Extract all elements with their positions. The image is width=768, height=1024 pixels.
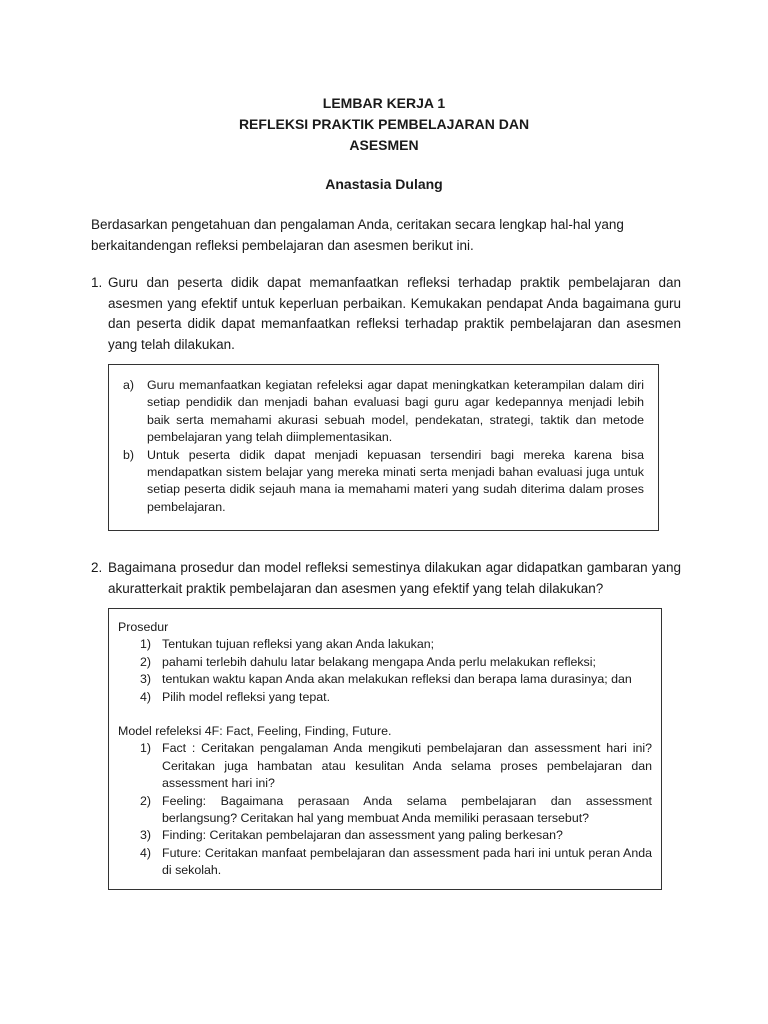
document-title bbox=[0, 93, 768, 156]
list-item-text: tentukan waktu kapan Anda akan melakukan refleksi dan berapa lama durasinya; dan bbox=[162, 672, 632, 687]
answer-box-2 bbox=[108, 608, 662, 890]
list-item bbox=[140, 845, 652, 880]
model-list bbox=[118, 740, 652, 879]
list-item-text: Tentukan tujuan refleksi yang akan Anda lakukan; bbox=[162, 637, 435, 652]
list-marker: a) bbox=[123, 378, 135, 392]
spacer bbox=[118, 706, 652, 723]
list-item bbox=[140, 793, 652, 828]
question-1-number: 1. bbox=[91, 275, 103, 290]
list-item-text: Future: Ceritakan manfaat pembelajaran dan assessment pada hari ini untuk peran Anda di sekolah. bbox=[162, 845, 652, 878]
list-item bbox=[140, 654, 652, 671]
model-label: Model refeleksi 4F: Fact, Feeling, Finding, Future. bbox=[118, 724, 392, 739]
question-1 bbox=[91, 273, 681, 355]
list-marker: 4) bbox=[140, 845, 152, 860]
list-item bbox=[123, 447, 644, 517]
intro-paragraph: Berdasarkan pengetahuan dan pengalaman Anda, ceritakan secara lengkap hal-hal yang berkaitandengan refleksi pembelajaran dan asesmen berikut ini. bbox=[91, 217, 624, 253]
list-marker: 3) bbox=[140, 828, 152, 843]
list-marker: 4) bbox=[140, 689, 152, 704]
procedure-label: Prosedur bbox=[118, 620, 169, 634]
title-line-2: REFLEKSI PRAKTIK PEMBELAJARAN DAN bbox=[238, 116, 530, 132]
list-item-text: Finding: Ceritakan pembelajaran dan assessment yang paling berkesan? bbox=[162, 828, 563, 843]
question-2-number: 2. bbox=[91, 560, 103, 575]
list-item bbox=[140, 671, 652, 688]
answer-box-1 bbox=[108, 364, 659, 531]
procedure-list bbox=[118, 636, 652, 706]
list-item-text: Fact : Ceritakan pengalaman Anda mengikuti pembelajaran dan assessment hari ini? Ceritakan juga hambatan atau kesulitan Anda selama proses pembelajaran dan assessment hari ini? bbox=[162, 741, 652, 791]
list-item-text: Pilih model refleksi yang tepat. bbox=[162, 689, 331, 704]
title-line-3: ASESMEN bbox=[349, 137, 419, 153]
list-item bbox=[123, 377, 644, 447]
question-1-text: Guru dan peserta didik dapat memanfaatkan refleksi terhadap praktik pembelajaran dan asesmen yang efektif untuk keperluan perbaikan. Kemukakan pendapat Anda bagaimana guru dan peserta didik dapat memanfaatkan refleksi terhadap praktik pembelajaran dan asesmen yang telah dilakukan. bbox=[108, 275, 681, 352]
list-marker: 2) bbox=[140, 654, 152, 669]
list-marker: 1) bbox=[140, 637, 152, 652]
list-item bbox=[140, 636, 652, 653]
list-marker: 1) bbox=[140, 741, 152, 756]
list-item bbox=[140, 689, 652, 706]
list-marker: b) bbox=[123, 447, 135, 462]
author-name: Anastasia Dulang bbox=[325, 176, 443, 192]
list-item-text: pahami terlebih dahulu latar belakang mengapa Anda perlu melakukan refleksi; bbox=[162, 654, 596, 669]
title-line-1: LEMBAR KERJA 1 bbox=[322, 95, 446, 111]
list-item-text: Feeling: Bagaimana perasaan Anda selama pembelajaran dan assessment berlangsung? Ceritakan hal yang membuat Anda memiliki perasaan tersebut? bbox=[162, 793, 652, 826]
answer-1-list bbox=[123, 377, 644, 516]
list-marker: 3) bbox=[140, 672, 152, 687]
list-item bbox=[140, 740, 652, 792]
question-2 bbox=[91, 558, 681, 599]
list-marker: 2) bbox=[140, 793, 152, 808]
question-2-text: Bagaimana prosedur dan model refleksi semestinya dilakukan agar didapatkan gambaran yang akuratterkait praktik pembelajaran dan asesmen yang efektif yang telah dilakukan? bbox=[108, 560, 681, 596]
list-item-text: Untuk peserta didik dapat menjadi kepuasan tersendiri bagi mereka karena bisa mendapatkan sistem belajar yang mereka minati serta menjadi bahan evaluasi juga untuk setiap peserta didik sejauh mana ia memahami materi yang sudah diterima dalam proses pembelajaran. bbox=[147, 447, 644, 514]
list-item-text: Guru memanfaatkan kegiatan refeleksi agar dapat meningkatkan keterampilan dalam diri setiap pendidik dan menjadi bahan evaluasi bagi guru agar kedepannya menjadi lebih baik serta memahami akurasi sebuah model, pendekatan, strategi, taktik dan metode pembelajaran yang telah diimplementasikan. bbox=[147, 378, 644, 445]
list-item bbox=[140, 827, 652, 844]
